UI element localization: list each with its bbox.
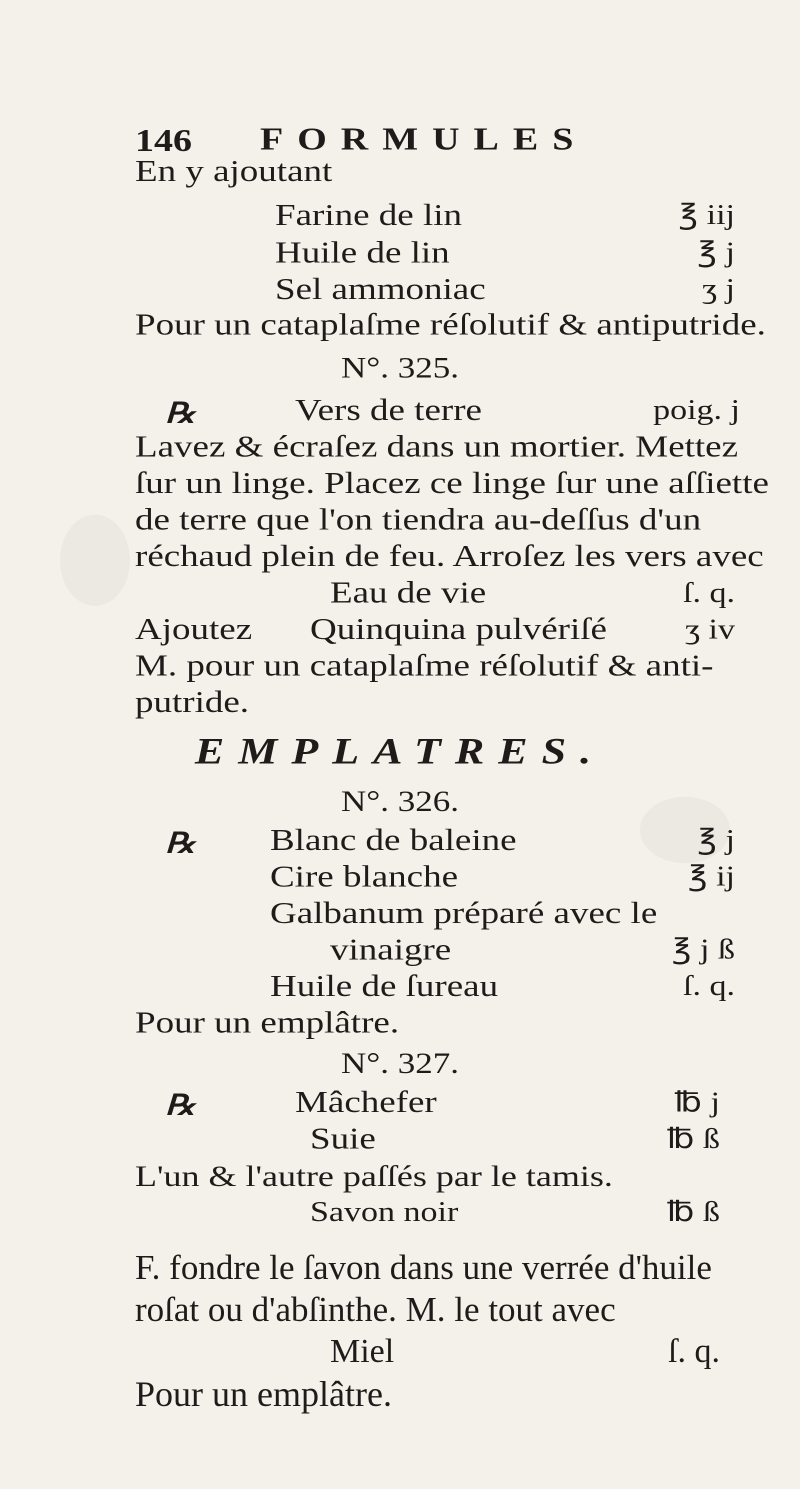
formula-number: N°. 325. <box>340 351 460 385</box>
ingredient-dose: ſ. q. <box>683 971 735 1002</box>
ingredient-name: vinaigre <box>330 932 452 967</box>
text-line: réchaud plein de feu. Arroſez les vers avec <box>135 539 764 574</box>
ingredient-name: Farine de lin <box>275 198 463 233</box>
ingredient-name: Suie <box>310 1122 376 1157</box>
ingredient-dose: ℔ j <box>674 1087 720 1119</box>
ingredient-name: Vers de terre <box>295 393 482 428</box>
ingredient-name: Galbanum préparé avec le <box>270 896 658 931</box>
ingredient-dose: ℔ ß <box>666 1196 720 1228</box>
usage-line: Pour un cataplaſme réſolutif & antiputride. <box>135 307 766 342</box>
ingredient-dose: poig. j <box>653 395 740 426</box>
ingredient-name: Mâchefer <box>295 1085 437 1120</box>
ingredient-name: Cire blanche <box>270 859 458 894</box>
text-line: M. pour un cataplaſme réſolutif & anti- <box>135 649 714 684</box>
text-line: de terre que l'on tiendra au-deſſus d'un <box>135 502 702 538</box>
ingredient-name: Eau de vie <box>330 576 487 611</box>
running-title: FORMULES <box>260 122 588 157</box>
formula-number: N°. 327. <box>340 1047 460 1080</box>
text-line: Ajoutez <box>135 612 253 647</box>
ingredient-dose: ℥ j ß <box>671 934 735 966</box>
ingredient-name: Huile de lin <box>275 235 450 270</box>
ingredient-dose: ℥ ij <box>687 861 735 893</box>
ingredient-dose: ʒ j <box>701 273 735 305</box>
formula-number: N°. 326. <box>340 785 460 818</box>
ingredient-dose: ℔ ß <box>666 1123 720 1155</box>
text-line: putride. <box>135 685 250 720</box>
usage-line: Pour un emplâtre. <box>135 1374 392 1414</box>
text-line: L'un & l'autre paſſés par le tamis. <box>135 1159 613 1193</box>
ingredient-name: Miel <box>330 1333 395 1370</box>
text-line: ſur un linge. Placez ce linge ſur une aſſiette <box>135 466 769 501</box>
recipe-icon: ℞ <box>165 828 196 860</box>
ingredient-dose: ſ. q. <box>668 1333 720 1370</box>
recipe-icon: ℞ <box>165 1090 196 1122</box>
text-line: F. fondre le ſavon dans une verrée d'huile <box>135 1248 712 1287</box>
ingredient-dose: ℥ j <box>697 825 735 856</box>
ingredient-name: Huile de ſureau <box>270 969 499 1004</box>
ingredient-dose: ℥ j <box>697 237 735 269</box>
ingredient-name: Savon noir <box>310 1196 459 1228</box>
usage-line: Pour un emplâtre. <box>135 1005 400 1040</box>
ingredient-name: Quinquina pulvériſé <box>310 612 607 647</box>
section-title: EMPLATRES. <box>194 731 606 772</box>
ingredient-dose: ſ. q. <box>683 577 735 609</box>
intro-line: En y ajoutant <box>135 154 333 189</box>
ingredient-name: Blanc de baleine <box>270 823 517 858</box>
paper-stain <box>60 515 130 606</box>
page-number: 146 <box>135 123 192 159</box>
recipe-icon: ℞ <box>165 398 196 430</box>
ingredient-dose: ℥ iij <box>678 200 735 231</box>
text-line: Lavez & écraſez dans un mortier. Mettez <box>135 429 739 464</box>
ingredient-name: Sel ammoniac <box>275 272 486 307</box>
ingredient-dose: ʒ iv <box>684 614 735 645</box>
text-line: roſat ou d'abſinthe. M. le tout avec <box>135 1290 616 1329</box>
